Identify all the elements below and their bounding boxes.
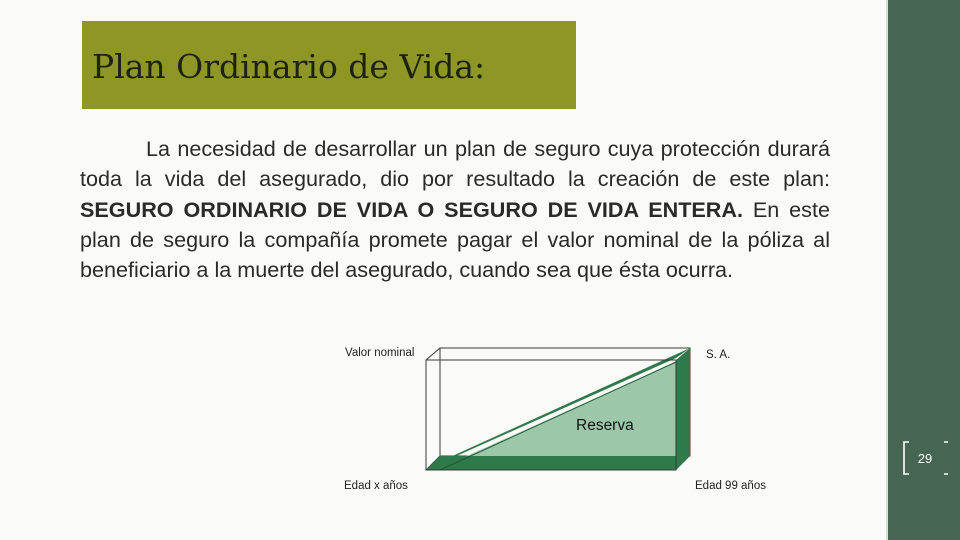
- page-number: 29: [917, 451, 933, 466]
- page-number-badge: [906, 440, 954, 470]
- label-edad-x: Edad x años: [344, 480, 408, 492]
- reserve-diagram-graphic: [330, 338, 790, 500]
- paragraph-bold-text: SEGURO ORDINARIO DE VIDA O SEGURO DE VIDA ENTERA.: [80, 196, 743, 222]
- label-valor-nominal: Valor nominal: [345, 347, 415, 359]
- box-right-face: [676, 348, 690, 470]
- paragraph-text-1: La necesidad de desarrollar un plan de seguro cuya protección durará toda la vida del asegurado, dio por resultado la creación de este plan:: [80, 136, 830, 192]
- paragraph-text-2: En este plan de seguro la compañía promete pagar el valor nominal de la póliza al beneficiario a la muerte del asegurado, cuando sea que ésta ocurra.: [80, 196, 830, 283]
- reserve-diagram: [330, 338, 790, 500]
- slide-title: Plan Ordinario de Vida:: [92, 47, 486, 86]
- box-edge-top-left: [426, 348, 440, 360]
- label-edad-99: Edad 99 años: [695, 480, 766, 492]
- body-paragraph: [80, 134, 830, 285]
- label-suma-asegurada: S. A.: [706, 349, 731, 361]
- title-banner: [82, 21, 576, 109]
- label-reserva: Reserva: [576, 417, 634, 434]
- right-bracket-icon: [944, 442, 948, 474]
